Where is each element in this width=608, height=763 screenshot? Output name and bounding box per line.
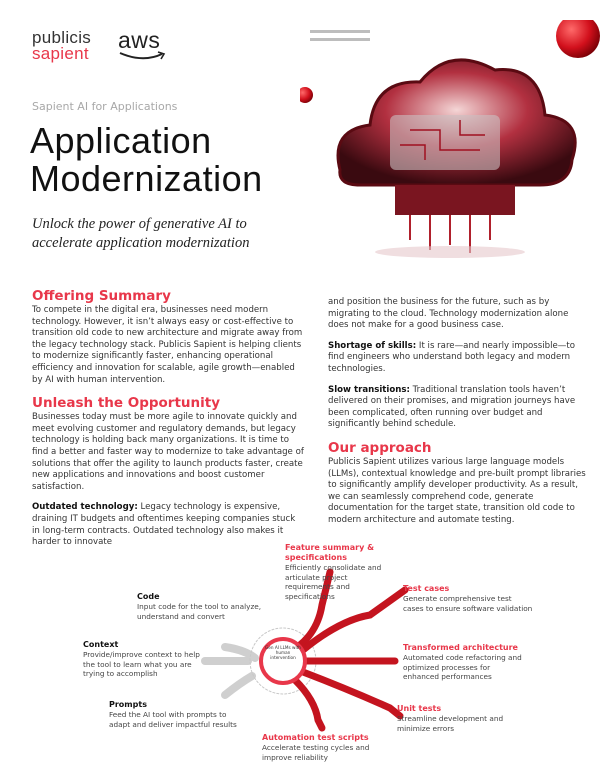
output-testcases bbox=[403, 584, 533, 613]
slow-body: Traditional translation tools haven’t delivered on their promises, and migration journeys have been complicated, often running over budget and significantly behind schedule. bbox=[328, 384, 576, 430]
output-automation bbox=[262, 733, 382, 762]
title-line-1: Application bbox=[30, 120, 212, 161]
output-title: Transformed architecture bbox=[403, 643, 518, 652]
output-architecture bbox=[403, 643, 523, 682]
logo-line-2: sapient bbox=[32, 44, 89, 63]
slow-paragraph bbox=[328, 385, 590, 431]
skills-body: It is rare—and nearly impossible—to find engineers who understand both legacy and modern technologies. bbox=[328, 340, 575, 374]
aws-logo-text: aws bbox=[118, 27, 161, 53]
offering-heading: Offering Summary bbox=[32, 288, 171, 304]
aws-logo bbox=[118, 27, 160, 54]
output-body: Automated code refactoring and optimized processes for enhanced performances bbox=[403, 653, 522, 682]
continued-body: and position the business for the future, such as by migrating to the cloud. Technology modernization alone does not make for a good business case. bbox=[328, 297, 569, 331]
output-body: Accelerate testing cycles and improve reliability bbox=[262, 743, 370, 762]
input-body: Feed the AI tool with prompts to adapt and deliver impactful results bbox=[109, 710, 237, 729]
right-column bbox=[328, 297, 590, 536]
output-arrow-automation bbox=[295, 680, 322, 728]
output-body: Generate comprehensive test cases to ensure software validation bbox=[403, 594, 533, 613]
skills-paragraph bbox=[328, 341, 590, 376]
output-title: Unit tests bbox=[397, 704, 442, 713]
output-feature bbox=[285, 543, 397, 601]
approach-heading: Our approach bbox=[328, 439, 432, 456]
aws-smile-icon bbox=[118, 51, 168, 61]
output-title: Feature summary & specifications bbox=[285, 543, 375, 562]
outdated-body: Legacy technology is expensive, draining IT budgets and oftentimes keeping companies stuck in long-term contracts. Outdated technology also makes it harder to innovate bbox=[32, 502, 296, 548]
page-title bbox=[30, 122, 263, 198]
output-body: Efficiently consolidate and articulate project requirements and specifications bbox=[285, 563, 382, 601]
center-label: Gen AI LLMs with human intervention bbox=[265, 645, 301, 660]
offering-body: To compete in the digital era, businesses need modern technology. However, it isn’t always easy or cost-effective to transition old code to new architecture and migrate away from the legacy technology stack. Publicis Sapient is helping clients to modernize significantly faster, enhancing operational efficiency and innovation for scalable, agile growth—enabled by AI with human intervention. bbox=[32, 305, 303, 385]
slow-label: Slow transitions: bbox=[328, 384, 410, 395]
publicis-sapient-logo bbox=[32, 30, 91, 62]
input-title: Context bbox=[83, 640, 119, 649]
input-arrow-prompts bbox=[225, 676, 252, 695]
unleash-body: Businesses today must be more agile to innovate quickly and meet evolving customer and regulatory demands, but legacy technology is holding back many organizations. It is time to find a better and faster way to modernize to take advantage of solutions that offer the agility to launch products faster, create new applications and innovations and boost customer satisfaction. bbox=[32, 412, 304, 492]
title-line-2: Modernization bbox=[30, 158, 263, 199]
subtitle: Unlock the power of generative AI to accelerate application modernization bbox=[32, 216, 250, 251]
input-context bbox=[83, 640, 213, 679]
input-code bbox=[137, 592, 267, 621]
logo-line-1: publicis bbox=[32, 28, 92, 47]
input-prompts bbox=[109, 700, 239, 729]
input-body: Input code for the tool to analyze, understand and convert bbox=[137, 602, 262, 621]
input-body: Provide/improve context to help the tool to learn what you are trying to accomplish bbox=[83, 650, 200, 679]
output-body: Streamline development and minimize errors bbox=[397, 714, 504, 733]
kicker: Sapient AI for Applications bbox=[32, 100, 178, 113]
input-title: Prompts bbox=[109, 700, 147, 709]
output-title: Automation test scripts bbox=[262, 733, 369, 742]
skills-label: Shortage of skills: bbox=[328, 340, 417, 351]
output-unit-tests bbox=[397, 704, 507, 733]
approach-body: Publicis Sapient utilizes various large language models (LLMs), contextual knowledge and pre-built prompt libraries to significantly amplify developer productivity. As a result, we can seamlessly comprehend code, generate documentation for the target state, transition old code to modern architecture and automate testing. bbox=[328, 456, 586, 525]
unleash-heading: Unleash the Opportunity bbox=[32, 395, 221, 412]
outdated-label: Outdated technology: bbox=[32, 502, 138, 513]
cloud-chip-illustration bbox=[300, 20, 608, 270]
input-title: Code bbox=[137, 592, 160, 601]
output-title: Test cases bbox=[403, 584, 450, 593]
left-column bbox=[32, 288, 304, 558]
